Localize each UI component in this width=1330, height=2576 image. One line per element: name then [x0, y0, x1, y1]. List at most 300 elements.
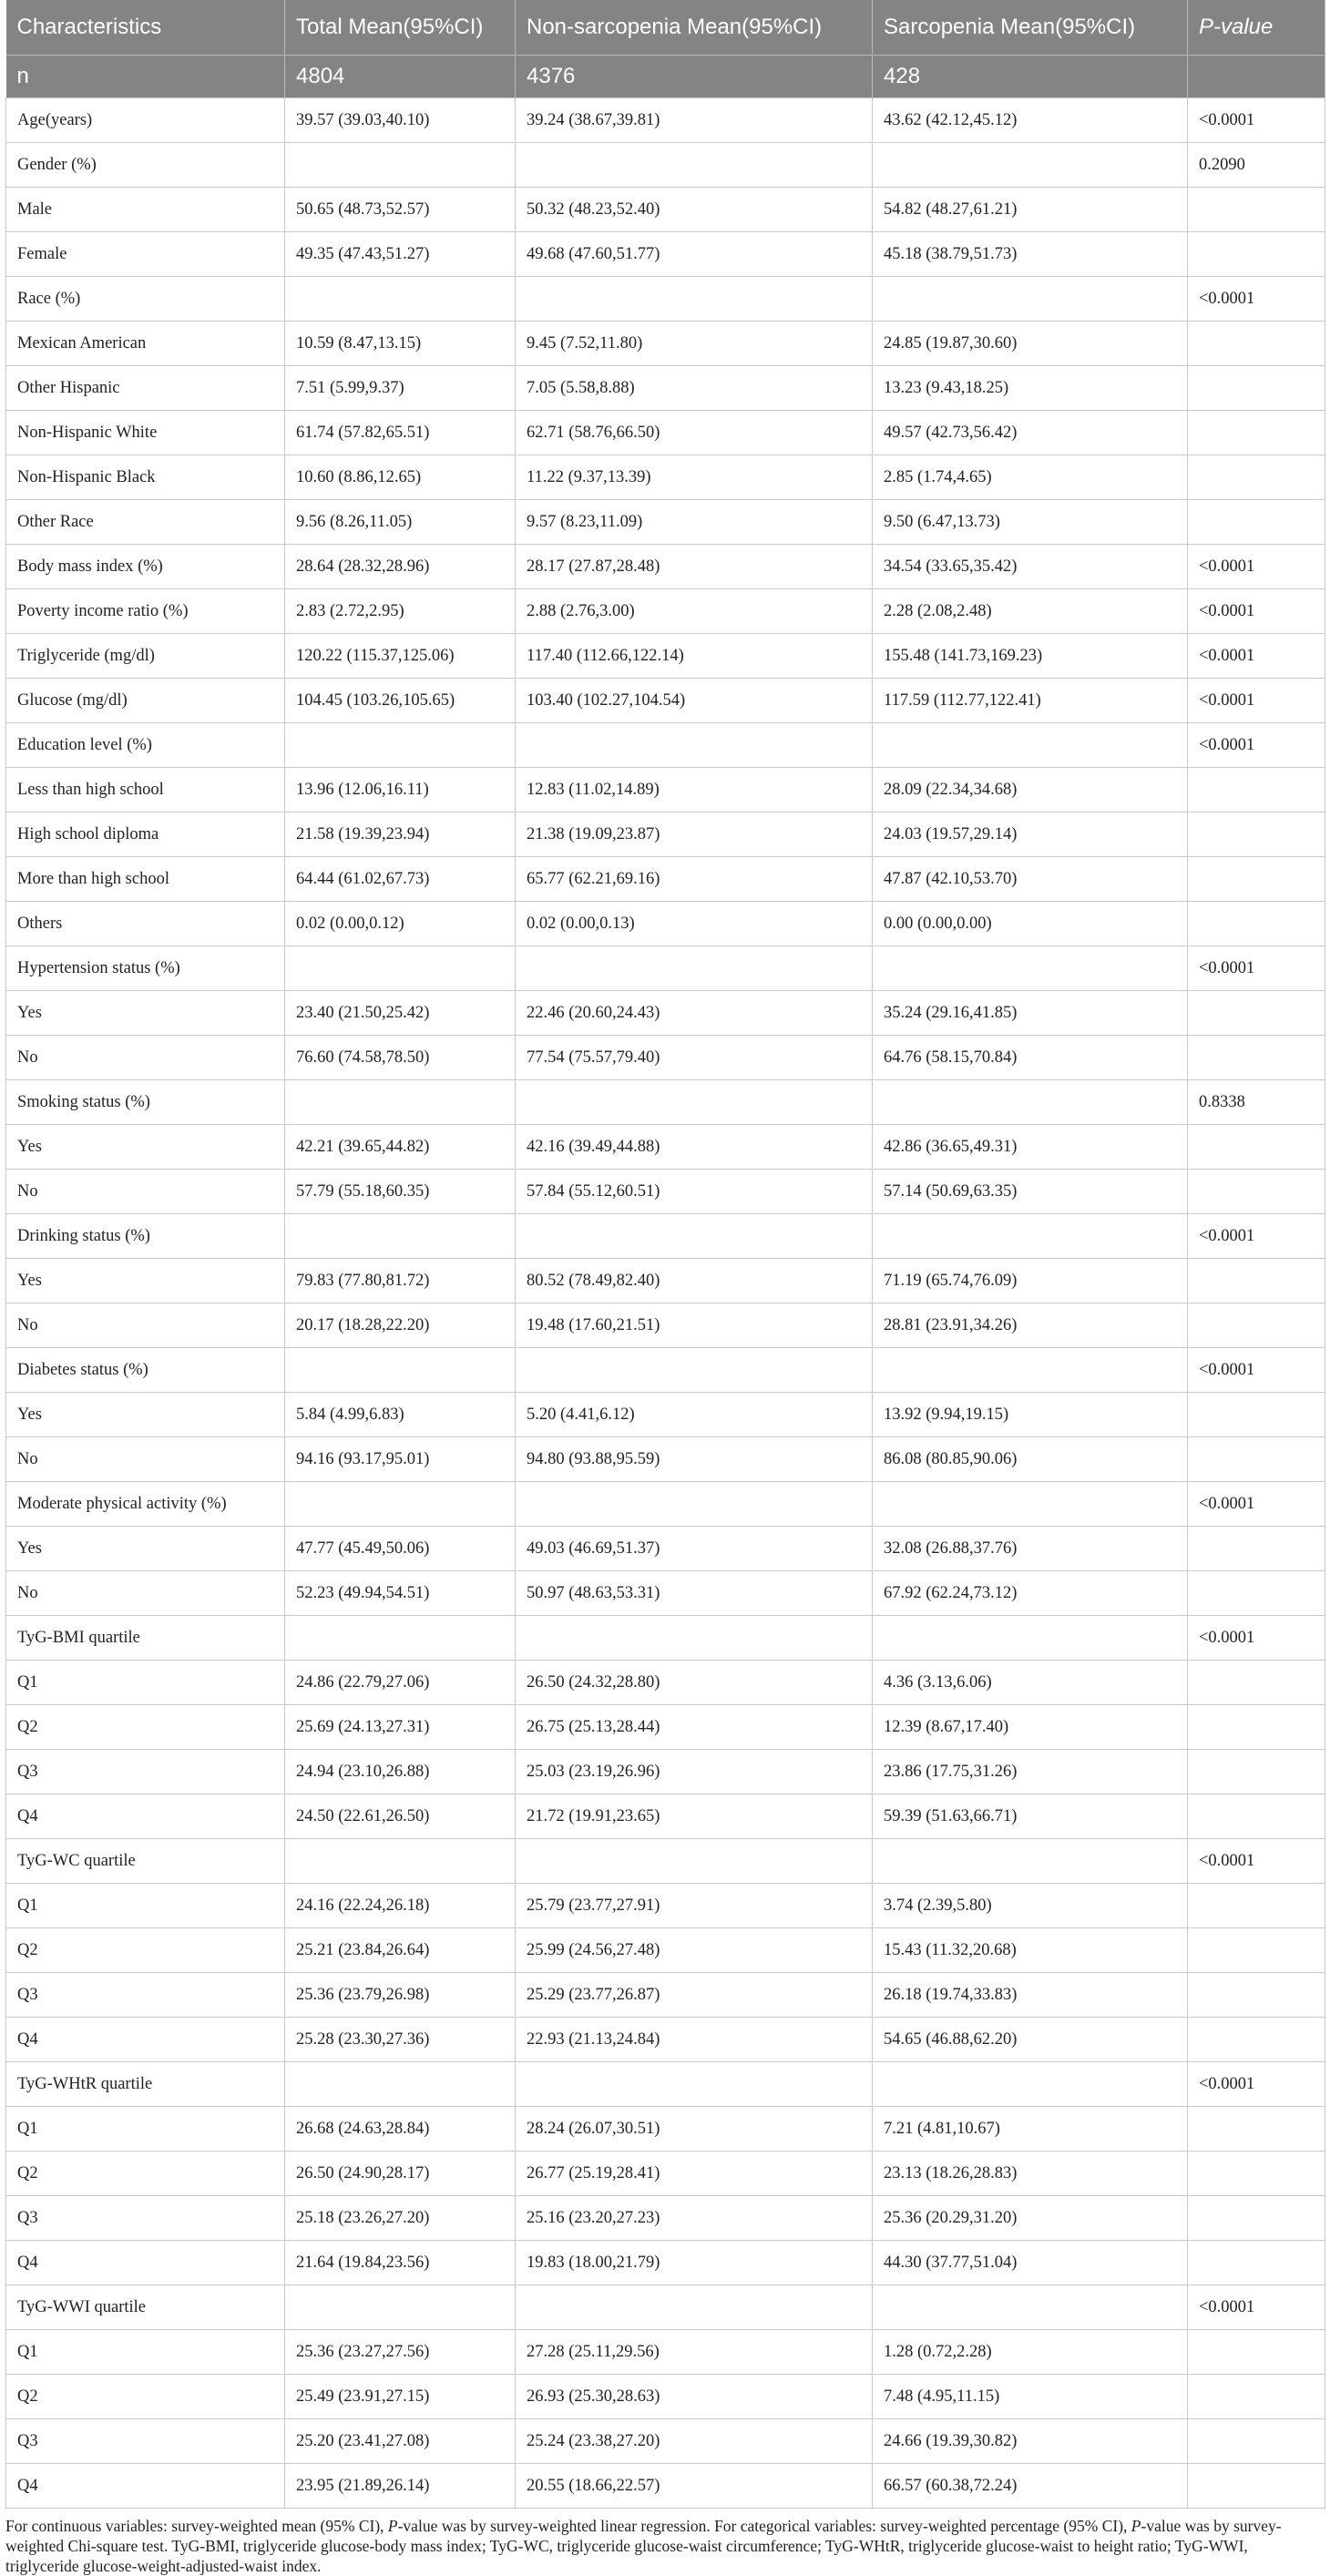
cell-total: 25.36 (23.27,27.56)	[285, 2330, 516, 2375]
cell-total: 94.16 (93.17,95.01)	[285, 1437, 516, 1482]
cell-p-value: <0.0001	[1188, 98, 1325, 143]
cell-non-sarcopenia: 50.97 (48.63,53.31)	[516, 1571, 873, 1616]
cell-characteristic: Glucose (mg/dl)	[6, 679, 285, 723]
cell-sarcopenia: 44.30 (37.77,51.04)	[873, 2241, 1188, 2285]
cell-total: 42.21 (39.65,44.82)	[285, 1125, 516, 1170]
cell-p-value	[1188, 1259, 1325, 1303]
table-row	[6, 2330, 1325, 2375]
cell-p-value	[1188, 1036, 1325, 1080]
table-row	[6, 946, 1325, 991]
cell-non-sarcopenia: 20.55 (18.66,22.57)	[516, 2464, 873, 2509]
cell-characteristic: Q1	[6, 2330, 285, 2375]
table-row	[6, 2285, 1325, 2330]
cell-total: 39.57 (39.03,40.10)	[285, 98, 516, 143]
cell-non-sarcopenia: 21.72 (19.91,23.65)	[516, 1794, 873, 1839]
cell-p-value	[1188, 2018, 1325, 2062]
cell-p-value	[1188, 1125, 1325, 1170]
cell-p-value	[1188, 1170, 1325, 1214]
cell-p-value: <0.0001	[1188, 1482, 1325, 1527]
cell-characteristic: Q3	[6, 2419, 285, 2464]
cell-p-value	[1188, 1973, 1325, 2018]
cell-characteristic: Triglyceride (mg/dl)	[6, 634, 285, 679]
cell-total: 21.58 (19.39,23.94)	[285, 813, 516, 857]
cell-sarcopenia: 42.86 (36.65,49.31)	[873, 1125, 1188, 1170]
table-row	[6, 545, 1325, 589]
cell-characteristic: No	[6, 1571, 285, 1616]
cell-sarcopenia: 35.24 (29.16,41.85)	[873, 991, 1188, 1036]
cell-non-sarcopenia: 19.48 (17.60,21.51)	[516, 1303, 873, 1348]
table-row	[6, 723, 1325, 768]
cell-total: 47.77 (45.49,50.06)	[285, 1527, 516, 1571]
cell-non-sarcopenia: 117.40 (112.66,122.14)	[516, 634, 873, 679]
cell-characteristic: Q1	[6, 2107, 285, 2152]
cell-non-sarcopenia: 26.93 (25.30,28.63)	[516, 2375, 873, 2419]
cell-total: 24.50 (22.61,26.50)	[285, 1794, 516, 1839]
cell-sarcopenia: 54.65 (46.88,62.20)	[873, 2018, 1188, 2062]
header-total: Total Mean(95%CI)	[285, 0, 516, 56]
cell-total	[285, 277, 516, 322]
cell-p-value	[1188, 1527, 1325, 1571]
cell-sarcopenia: 2.85 (1.74,4.65)	[873, 455, 1188, 500]
table-row	[6, 589, 1325, 634]
cell-p-value	[1188, 2107, 1325, 2152]
cell-non-sarcopenia: 25.16 (23.20,27.23)	[516, 2196, 873, 2241]
cell-sarcopenia: 13.23 (9.43,18.25)	[873, 366, 1188, 411]
cell-characteristic: Mexican American	[6, 322, 285, 366]
cell-p-value	[1188, 813, 1325, 857]
cell-non-sarcopenia: 94.80 (93.88,95.59)	[516, 1437, 873, 1482]
cell-total: 28.64 (28.32,28.96)	[285, 545, 516, 589]
footnote-p-italic-2: P	[1130, 2517, 1141, 2535]
cell-non-sarcopenia: 65.77 (62.21,69.16)	[516, 857, 873, 902]
cell-sarcopenia: 1.28 (0.72,2.28)	[873, 2330, 1188, 2375]
cell-non-sarcopenia: 25.24 (23.38,27.20)	[516, 2419, 873, 2464]
table-row	[6, 1750, 1325, 1794]
cell-total: 10.59 (8.47,13.15)	[285, 322, 516, 366]
table-row	[6, 500, 1325, 545]
cell-p-value	[1188, 1794, 1325, 1839]
cell-characteristic: Male	[6, 188, 285, 232]
table-row	[6, 188, 1325, 232]
cell-p-value	[1188, 322, 1325, 366]
cell-sarcopenia	[873, 2285, 1188, 2330]
table-row	[6, 1705, 1325, 1750]
cell-total	[285, 1214, 516, 1259]
cell-p-value: <0.0001	[1188, 1214, 1325, 1259]
cell-non-sarcopenia	[516, 2062, 873, 2107]
table-row	[6, 232, 1325, 277]
table-document	[5, 0, 1325, 2576]
cell-p-value	[1188, 2330, 1325, 2375]
table-row	[6, 2375, 1325, 2419]
cell-non-sarcopenia: 25.29 (23.77,26.87)	[516, 1973, 873, 2018]
cell-p-value	[1188, 991, 1325, 1036]
cell-sarcopenia: 23.13 (18.26,28.83)	[873, 2152, 1188, 2196]
characteristics-table	[5, 0, 1325, 2509]
cell-p-value	[1188, 2464, 1325, 2509]
table-row	[6, 1527, 1325, 1571]
cell-non-sarcopenia: 49.03 (46.69,51.37)	[516, 1527, 873, 1571]
cell-p-value	[1188, 366, 1325, 411]
cell-total: 52.23 (49.94,54.51)	[285, 1571, 516, 1616]
n-label: n	[6, 56, 285, 98]
table-row	[6, 768, 1325, 813]
cell-characteristic: Race (%)	[6, 277, 285, 322]
cell-non-sarcopenia: 26.75 (25.13,28.44)	[516, 1705, 873, 1750]
cell-non-sarcopenia: 103.40 (102.27,104.54)	[516, 679, 873, 723]
cell-sarcopenia: 12.39 (8.67,17.40)	[873, 1705, 1188, 1750]
cell-non-sarcopenia: 50.32 (48.23,52.40)	[516, 188, 873, 232]
n-sarcopenia: 428	[873, 56, 1188, 98]
cell-non-sarcopenia: 27.28 (25.11,29.56)	[516, 2330, 873, 2375]
table-row	[6, 366, 1325, 411]
cell-non-sarcopenia: 22.46 (20.60,24.43)	[516, 991, 873, 1036]
cell-non-sarcopenia: 22.93 (21.13,24.84)	[516, 2018, 873, 2062]
cell-total: 25.36 (23.79,26.98)	[285, 1973, 516, 2018]
cell-characteristic: Yes	[6, 1125, 285, 1170]
table-row	[6, 1303, 1325, 1348]
table-row	[6, 2107, 1325, 2152]
cell-total	[285, 1080, 516, 1125]
cell-total: 49.35 (47.43,51.27)	[285, 232, 516, 277]
table-row	[6, 1393, 1325, 1437]
cell-non-sarcopenia: 62.71 (58.76,66.50)	[516, 411, 873, 455]
cell-characteristic: Non-Hispanic White	[6, 411, 285, 455]
cell-total: 21.64 (19.84,23.56)	[285, 2241, 516, 2285]
table-header	[6, 0, 1325, 98]
cell-total	[285, 143, 516, 188]
cell-sarcopenia	[873, 1214, 1188, 1259]
table-row	[6, 1080, 1325, 1125]
cell-total	[285, 2285, 516, 2330]
cell-total: 25.28 (23.30,27.36)	[285, 2018, 516, 2062]
table-row	[6, 1437, 1325, 1482]
cell-sarcopenia: 9.50 (6.47,13.73)	[873, 500, 1188, 545]
table-row	[6, 277, 1325, 322]
cell-total: 23.95 (21.89,26.14)	[285, 2464, 516, 2509]
cell-characteristic: Other Race	[6, 500, 285, 545]
table-body	[6, 98, 1325, 2509]
cell-characteristic: Drinking status (%)	[6, 1214, 285, 1259]
cell-sarcopenia: 24.66 (19.39,30.82)	[873, 2419, 1188, 2464]
cell-total: 24.16 (22.24,26.18)	[285, 1884, 516, 1928]
cell-non-sarcopenia	[516, 1348, 873, 1393]
cell-sarcopenia: 28.09 (22.34,34.68)	[873, 768, 1188, 813]
cell-characteristic: Less than high school	[6, 768, 285, 813]
table-row	[6, 1348, 1325, 1393]
cell-sarcopenia: 24.03 (19.57,29.14)	[873, 813, 1188, 857]
table-row	[6, 1839, 1325, 1884]
cell-total: 120.22 (115.37,125.06)	[285, 634, 516, 679]
cell-p-value	[1188, 1884, 1325, 1928]
cell-sarcopenia: 64.76 (58.15,70.84)	[873, 1036, 1188, 1080]
cell-non-sarcopenia: 77.54 (75.57,79.40)	[516, 1036, 873, 1080]
table-row	[6, 1036, 1325, 1080]
table-row	[6, 1170, 1325, 1214]
cell-characteristic: TyG-WHtR quartile	[6, 2062, 285, 2107]
cell-total: 104.45 (103.26,105.65)	[285, 679, 516, 723]
footnote-p-italic-1: P	[387, 2517, 398, 2535]
cell-non-sarcopenia: 2.88 (2.76,3.00)	[516, 589, 873, 634]
cell-sarcopenia: 23.86 (17.75,31.26)	[873, 1750, 1188, 1794]
table-row	[6, 322, 1325, 366]
cell-non-sarcopenia: 11.22 (9.37,13.39)	[516, 455, 873, 500]
cell-sarcopenia: 26.18 (19.74,33.83)	[873, 1973, 1188, 2018]
cell-characteristic: Yes	[6, 1527, 285, 1571]
cell-total: 10.60 (8.86,12.65)	[285, 455, 516, 500]
cell-characteristic: Gender (%)	[6, 143, 285, 188]
cell-sarcopenia: 45.18 (38.79,51.73)	[873, 232, 1188, 277]
cell-sarcopenia: 49.57 (42.73,56.42)	[873, 411, 1188, 455]
cell-sarcopenia: 7.21 (4.81,10.67)	[873, 2107, 1188, 2152]
table-row	[6, 1571, 1325, 1616]
cell-sarcopenia	[873, 1616, 1188, 1661]
n-total: 4804	[285, 56, 516, 98]
cell-p-value	[1188, 1928, 1325, 1973]
cell-p-value	[1188, 2152, 1325, 2196]
cell-non-sarcopenia: 5.20 (4.41,6.12)	[516, 1393, 873, 1437]
cell-characteristic: TyG-WWI quartile	[6, 2285, 285, 2330]
cell-characteristic: Moderate physical activity (%)	[6, 1482, 285, 1527]
table-row	[6, 1794, 1325, 1839]
cell-total: 23.40 (21.50,25.42)	[285, 991, 516, 1036]
cell-non-sarcopenia: 28.24 (26.07,30.51)	[516, 2107, 873, 2152]
cell-sarcopenia: 67.92 (62.24,73.12)	[873, 1571, 1188, 1616]
table-row	[6, 2419, 1325, 2464]
cell-non-sarcopenia	[516, 277, 873, 322]
cell-p-value: <0.0001	[1188, 723, 1325, 768]
cell-p-value	[1188, 2241, 1325, 2285]
n-non-sarcopenia: 4376	[516, 56, 873, 98]
cell-sarcopenia	[873, 1348, 1188, 1393]
cell-p-value	[1188, 232, 1325, 277]
cell-non-sarcopenia: 26.50 (24.32,28.80)	[516, 1661, 873, 1705]
table-row	[6, 2152, 1325, 2196]
cell-sarcopenia: 57.14 (50.69,63.35)	[873, 1170, 1188, 1214]
cell-non-sarcopenia: 42.16 (39.49,44.88)	[516, 1125, 873, 1170]
cell-total: 25.49 (23.91,27.15)	[285, 2375, 516, 2419]
cell-p-value	[1188, 1303, 1325, 1348]
cell-sarcopenia	[873, 946, 1188, 991]
cell-characteristic: Age(years)	[6, 98, 285, 143]
header-p-value-label: P-value	[1199, 15, 1274, 39]
cell-p-value: <0.0001	[1188, 545, 1325, 589]
cell-p-value	[1188, 902, 1325, 946]
cell-non-sarcopenia	[516, 1482, 873, 1527]
cell-sarcopenia: 71.19 (65.74,76.09)	[873, 1259, 1188, 1303]
cell-characteristic: Q2	[6, 1705, 285, 1750]
cell-characteristic: More than high school	[6, 857, 285, 902]
table-row	[6, 1125, 1325, 1170]
cell-sarcopenia: 3.74 (2.39,5.80)	[873, 1884, 1188, 1928]
cell-p-value: <0.0001	[1188, 946, 1325, 991]
cell-total: 61.74 (57.82,65.51)	[285, 411, 516, 455]
cell-p-value	[1188, 857, 1325, 902]
cell-sarcopenia	[873, 723, 1188, 768]
cell-non-sarcopenia: 25.99 (24.56,27.48)	[516, 1928, 873, 1973]
cell-total: 25.69 (24.13,27.31)	[285, 1705, 516, 1750]
table-row	[6, 455, 1325, 500]
footnote-part-3: -value was by survey-weighted Chi-square test. TyG-BMI, triglyceride glucose-body mass index; TyG-WC, triglyceride glucose-waist circumference; TyG-WHtR, triglyceride glucose-waist to height ratio; TyG-WWI, triglyceride glucose-weight-adjusted-waist index.	[5, 2517, 1282, 2575]
n-p-value	[1188, 56, 1325, 98]
header-row	[6, 0, 1325, 56]
cell-characteristic: Yes	[6, 1259, 285, 1303]
cell-characteristic: Q3	[6, 2196, 285, 2241]
cell-total: 64.44 (61.02,67.73)	[285, 857, 516, 902]
cell-characteristic: Poverty income ratio (%)	[6, 589, 285, 634]
cell-total: 25.18 (23.26,27.20)	[285, 2196, 516, 2241]
cell-p-value	[1188, 768, 1325, 813]
cell-non-sarcopenia: 12.83 (11.02,14.89)	[516, 768, 873, 813]
cell-characteristic: Yes	[6, 1393, 285, 1437]
cell-characteristic: Female	[6, 232, 285, 277]
cell-total: 25.20 (23.41,27.08)	[285, 2419, 516, 2464]
cell-total: 20.17 (18.28,22.20)	[285, 1303, 516, 1348]
cell-characteristic: Q1	[6, 1661, 285, 1705]
cell-sarcopenia: 0.00 (0.00,0.00)	[873, 902, 1188, 946]
cell-non-sarcopenia	[516, 723, 873, 768]
cell-non-sarcopenia: 25.79 (23.77,27.91)	[516, 1884, 873, 1928]
cell-total: 13.96 (12.06,16.11)	[285, 768, 516, 813]
table-row	[6, 1482, 1325, 1527]
cell-p-value: <0.0001	[1188, 1839, 1325, 1884]
cell-p-value: <0.0001	[1188, 634, 1325, 679]
cell-p-value	[1188, 2375, 1325, 2419]
header-characteristics: Characteristics	[6, 0, 285, 56]
cell-p-value	[1188, 1750, 1325, 1794]
cell-p-value: <0.0001	[1188, 2062, 1325, 2107]
cell-p-value	[1188, 1661, 1325, 1705]
cell-p-value	[1188, 2196, 1325, 2241]
cell-total	[285, 1839, 516, 1884]
cell-p-value: 0.2090	[1188, 143, 1325, 188]
cell-characteristic: Education level (%)	[6, 723, 285, 768]
cell-sarcopenia: 7.48 (4.95,11.15)	[873, 2375, 1188, 2419]
cell-sarcopenia	[873, 1080, 1188, 1125]
cell-total	[285, 1348, 516, 1393]
cell-characteristic: Q1	[6, 1884, 285, 1928]
cell-total	[285, 1616, 516, 1661]
cell-non-sarcopenia: 9.45 (7.52,11.80)	[516, 322, 873, 366]
cell-p-value	[1188, 1437, 1325, 1482]
table-row	[6, 1884, 1325, 1928]
cell-characteristic: No	[6, 1170, 285, 1214]
cell-total: 50.65 (48.73,52.57)	[285, 188, 516, 232]
footnote-part-1: For continuous variables: survey-weighted mean (95% CI),	[5, 2517, 388, 2535]
table-row	[6, 1661, 1325, 1705]
cell-sarcopenia: 4.36 (3.13,6.06)	[873, 1661, 1188, 1705]
cell-p-value: <0.0001	[1188, 2285, 1325, 2330]
cell-sarcopenia: 66.57 (60.38,72.24)	[873, 2464, 1188, 2509]
cell-p-value	[1188, 1393, 1325, 1437]
table-row	[6, 902, 1325, 946]
table-row	[6, 2464, 1325, 2509]
cell-p-value	[1188, 188, 1325, 232]
cell-sarcopenia: 47.87 (42.10,53.70)	[873, 857, 1188, 902]
cell-total: 76.60 (74.58,78.50)	[285, 1036, 516, 1080]
footnote-part-2: -value was by survey-weighted linear regression. For categorical variables: survey-weighted percentage (95% CI),	[397, 2517, 1131, 2535]
table-footnote	[5, 2516, 1325, 2576]
cell-total: 7.51 (5.99,9.37)	[285, 366, 516, 411]
cell-p-value: <0.0001	[1188, 277, 1325, 322]
table-row	[6, 1259, 1325, 1303]
cell-total: 2.83 (2.72,2.95)	[285, 589, 516, 634]
table-row	[6, 2018, 1325, 2062]
cell-sarcopenia	[873, 277, 1188, 322]
cell-characteristic: TyG-BMI quartile	[6, 1616, 285, 1661]
table-row	[6, 2062, 1325, 2107]
cell-sarcopenia: 28.81 (23.91,34.26)	[873, 1303, 1188, 1348]
cell-non-sarcopenia: 19.83 (18.00,21.79)	[516, 2241, 873, 2285]
cell-sarcopenia: 24.85 (19.87,30.60)	[873, 322, 1188, 366]
cell-characteristic: Q4	[6, 1794, 285, 1839]
cell-sarcopenia: 2.28 (2.08,2.48)	[873, 589, 1188, 634]
cell-characteristic: Q2	[6, 2152, 285, 2196]
table-row	[6, 679, 1325, 723]
cell-sarcopenia: 59.39 (51.63,66.71)	[873, 1794, 1188, 1839]
cell-non-sarcopenia	[516, 946, 873, 991]
table-row	[6, 991, 1325, 1036]
table-row	[6, 1214, 1325, 1259]
cell-p-value	[1188, 1571, 1325, 1616]
cell-p-value	[1188, 2419, 1325, 2464]
table-row	[6, 857, 1325, 902]
header-p-value	[1188, 0, 1325, 56]
cell-sarcopenia: 13.92 (9.94,19.15)	[873, 1393, 1188, 1437]
cell-characteristic: Q4	[6, 2464, 285, 2509]
cell-p-value	[1188, 455, 1325, 500]
cell-non-sarcopenia	[516, 143, 873, 188]
n-row	[6, 56, 1325, 98]
cell-characteristic: TyG-WC quartile	[6, 1839, 285, 1884]
cell-non-sarcopenia: 25.03 (23.19,26.96)	[516, 1750, 873, 1794]
cell-total: 25.21 (23.84,26.64)	[285, 1928, 516, 1973]
cell-non-sarcopenia	[516, 2285, 873, 2330]
cell-non-sarcopenia: 26.77 (25.19,28.41)	[516, 2152, 873, 2196]
cell-non-sarcopenia	[516, 1080, 873, 1125]
cell-total: 79.83 (77.80,81.72)	[285, 1259, 516, 1303]
cell-sarcopenia: 25.36 (20.29,31.20)	[873, 2196, 1188, 2241]
cell-characteristic: Q4	[6, 2018, 285, 2062]
table-row	[6, 411, 1325, 455]
cell-non-sarcopenia	[516, 1839, 873, 1884]
header-sarcopenia: Sarcopenia Mean(95%CI)	[873, 0, 1188, 56]
cell-total	[285, 1482, 516, 1527]
header-non-sarcopenia: Non-sarcopenia Mean(95%CI)	[516, 0, 873, 56]
cell-non-sarcopenia: 57.84 (55.12,60.51)	[516, 1170, 873, 1214]
cell-sarcopenia	[873, 143, 1188, 188]
cell-total: 24.86 (22.79,27.06)	[285, 1661, 516, 1705]
cell-characteristic: Other Hispanic	[6, 366, 285, 411]
table-row	[6, 143, 1325, 188]
cell-total	[285, 2062, 516, 2107]
cell-p-value: 0.8338	[1188, 1080, 1325, 1125]
table-row	[6, 98, 1325, 143]
cell-p-value: <0.0001	[1188, 1616, 1325, 1661]
cell-non-sarcopenia: 0.02 (0.00,0.13)	[516, 902, 873, 946]
cell-total: 9.56 (8.26,11.05)	[285, 500, 516, 545]
cell-total: 24.94 (23.10,26.88)	[285, 1750, 516, 1794]
cell-characteristic: No	[6, 1303, 285, 1348]
cell-characteristic: Q3	[6, 1750, 285, 1794]
cell-characteristic: Yes	[6, 991, 285, 1036]
cell-characteristic: Q4	[6, 2241, 285, 2285]
cell-characteristic: Non-Hispanic Black	[6, 455, 285, 500]
table-row	[6, 2196, 1325, 2241]
cell-sarcopenia	[873, 1482, 1188, 1527]
cell-non-sarcopenia: 28.17 (27.87,28.48)	[516, 545, 873, 589]
cell-sarcopenia: 54.82 (48.27,61.21)	[873, 188, 1188, 232]
